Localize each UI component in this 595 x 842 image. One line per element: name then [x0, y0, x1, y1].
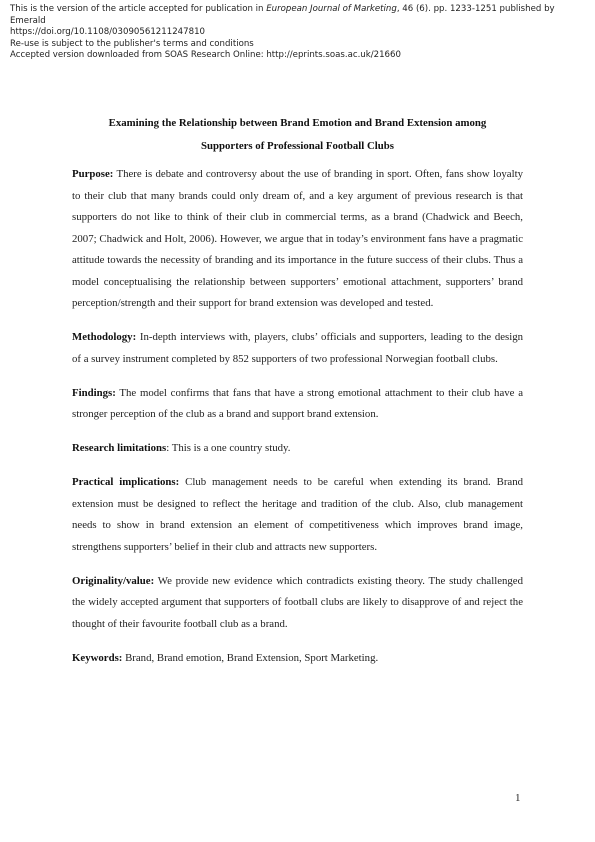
originality-label: Originality/value:: [72, 574, 155, 587]
findings-text: The model confirms that fans that have a strong emotional attachment to their club have a stronger perception of the club as a brand and support brand extension.: [72, 386, 523, 420]
originality-paragraph: [72, 571, 523, 636]
purpose-paragraph: [72, 164, 523, 315]
methodology-paragraph: [72, 327, 523, 370]
publication-header: [10, 4, 580, 62]
methodology-text: In-depth interviews with, players, clubs’ officials and supporters, leading to the design of a survey instrument completed by 852 supporters of two professional Norwegian football clubs.: [72, 331, 524, 365]
doi-link[interactable]: https://doi.org/10.1108/03090561211247810: [10, 27, 206, 37]
citation-line: [10, 4, 580, 27]
purpose-text: There is debate and controversy about the use of branding in sport. Often, fans show loyalty to their club that many brands could only dream of, and a key argument of previous research is that supporters do not like to think of their club in commercial terms, as a brand (Chadwick and Beech, 2007; Chadwick and Holt, 2006). However, we argue that in today’s environment fans have a pragmatic attitude towards the necessity of branding and its importance in the future success of their clubs. Thus a model conceptualising the relationship between supporters’ emotional attachment, supporters’ brand perception/strength and their support for brand extension was developed and tested.: [72, 168, 523, 309]
findings-label: Findings:: [72, 386, 116, 399]
keywords-paragraph: [72, 648, 523, 670]
limitations-paragraph: [72, 438, 523, 460]
page-number: 1: [515, 792, 521, 804]
limitations-text: : This is a one country study.: [166, 442, 291, 454]
abstract: [72, 164, 523, 682]
keywords-text: Brand, Brand emotion, Brand Extension, Sport Marketing.: [125, 651, 379, 664]
source-notice: Accepted version downloaded from SOAS Research Online: http://eprints.soas.ac.uk/21660: [10, 50, 401, 60]
practical-text: Club management needs to be careful when extending its brand. Brand extension must be designed to reflect the heritage and tradition of the club. Also, club management needs to show in brand extension an element of competitiveness which improves brand image, strengthens supporters’ belief in their club and attracts new supporters.: [72, 476, 524, 553]
originality-text: We provide new evidence which contradicts existing theory. The study challenged the widely accepted argument that supporters of football clubs are likely to disapprove of and reject the thought of their favourite football club as a brand.: [72, 574, 523, 630]
title-line-2: Supporters of Professional Football Clubs: [201, 140, 394, 152]
findings-paragraph: [72, 383, 523, 426]
citation-prefix: This is the version of the article accepted for publication in: [10, 4, 267, 14]
citation-suffix: , 46 (6). pp. 1233-1251 published by Emerald: [10, 4, 555, 26]
paper-title: [60, 112, 535, 158]
journal-name: European Journal of Marketing: [266, 4, 397, 14]
reuse-notice: Re-use is subject to the publisher's terms and conditions: [10, 38, 254, 49]
practical-paragraph: [72, 472, 523, 558]
purpose-label: Purpose:: [72, 168, 114, 180]
title-line-1: Examining the Relationship between Brand Emotion and Brand Extension among: [108, 117, 487, 129]
practical-label: Practical implications:: [72, 476, 180, 488]
keywords-label: Keywords:: [72, 651, 123, 664]
limitations-label: Research limitations: [72, 442, 167, 454]
methodology-label: Methodology:: [72, 331, 137, 343]
